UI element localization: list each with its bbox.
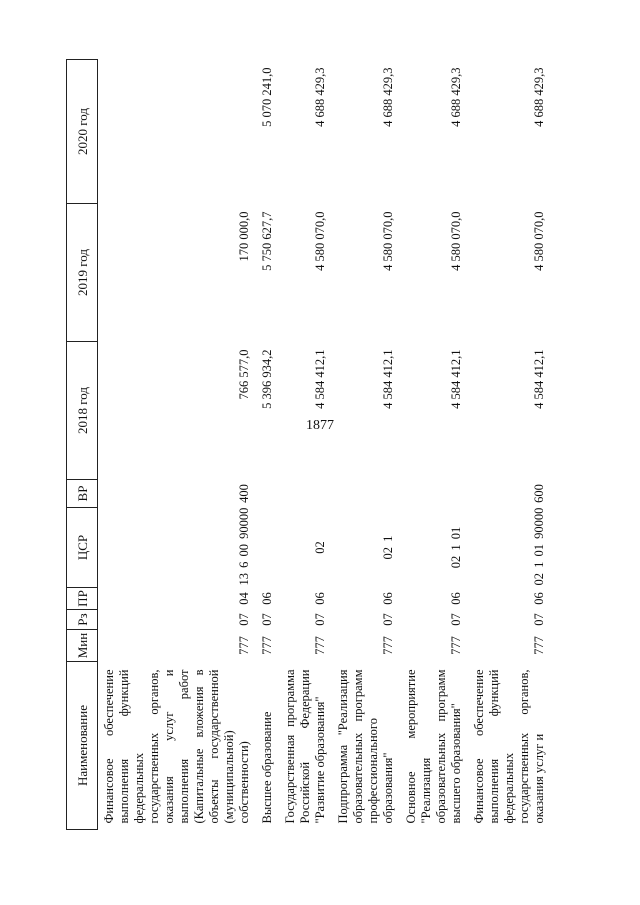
- row-min: 777: [313, 636, 327, 655]
- header-vr: ВР: [67, 480, 98, 508]
- row-name: Высшее образование: [260, 711, 274, 824]
- row-min: 777: [237, 636, 251, 655]
- row-rz: 07: [260, 613, 274, 626]
- row-csr: 02 1 01 90000: [532, 507, 546, 586]
- row-vr: 600: [532, 484, 546, 503]
- header-row: [67, 60, 98, 830]
- row-rz: 07: [313, 613, 327, 626]
- header-rz: Рз: [67, 610, 98, 630]
- row-rz: 07: [381, 613, 395, 626]
- table-row: [468, 60, 551, 830]
- row-2019: 5 750 627,7: [260, 211, 274, 271]
- budget-table: [66, 59, 551, 830]
- row-rz: 07: [449, 613, 463, 626]
- row-rz: 07: [237, 613, 251, 626]
- row-2020: 4 688 429,3: [313, 67, 327, 127]
- table-row: [279, 60, 332, 830]
- header-2020: 2020 год: [67, 60, 98, 204]
- row-pr: 06: [449, 592, 463, 605]
- row-2018: 5 396 934,2: [260, 349, 274, 409]
- header-min: Мин: [67, 630, 98, 662]
- row-csr: 13 6 00 90000: [237, 507, 251, 586]
- row-pr: 06: [532, 592, 546, 605]
- row-2018: 4 584 412,1: [532, 349, 546, 409]
- row-2019: 4 580 070,0: [449, 211, 463, 271]
- rotated-table-container: [66, 60, 606, 830]
- row-pr: 04: [237, 592, 251, 605]
- row-2018: 766 577,0: [237, 349, 251, 400]
- row-pr: 06: [313, 592, 327, 605]
- row-csr: 02 1: [381, 535, 395, 560]
- page-number: 1877: [306, 418, 334, 433]
- row-2020: 5 070 241,0: [260, 67, 274, 127]
- row-name: Государственная программа Российской Федерации "Развитие образования": [283, 669, 327, 824]
- row-vr: [400, 480, 468, 508]
- row-2018: 4 584 412,1: [449, 349, 463, 409]
- row-2018: 4 584 412,1: [381, 349, 395, 409]
- row-vr: [332, 480, 400, 508]
- row-min: 777: [532, 636, 546, 655]
- row-name: Финансовое обеспечение выполнения функций федеральных государственных органов, оказания услуг и выполнения работ (Капитальные вложения в объекты государственной (муниципальной) собственности): [102, 669, 251, 824]
- row-csr: [256, 508, 279, 588]
- table-row: [400, 60, 468, 830]
- row-name: Финансовое обеспечение выполнения функций федеральных государственных органов, оказания услуг и: [472, 669, 546, 824]
- row-csr: 02: [313, 541, 327, 554]
- row-2019: 170 000,0: [237, 211, 251, 262]
- row-2020: 4 688 429,3: [532, 67, 546, 127]
- header-pr: ПР: [67, 588, 98, 610]
- header-csr: ЦСР: [67, 508, 98, 588]
- row-2019: 4 580 070,0: [532, 211, 546, 271]
- row-2020: 4 688 429,3: [381, 67, 395, 127]
- header-2019: 2019 год: [67, 204, 98, 342]
- row-vr: 400: [237, 484, 251, 503]
- row-pr: 06: [260, 592, 274, 605]
- row-min: 777: [449, 636, 463, 655]
- row-2018: 4 584 412,1: [313, 349, 327, 409]
- row-rz: 07: [532, 613, 546, 626]
- row-min: 777: [260, 636, 274, 655]
- row-2020: 4 688 429,3: [449, 67, 463, 127]
- row-name: Основное мероприятие "Реализация образовательных программ высшего образования": [404, 669, 463, 824]
- table-row: [98, 60, 257, 830]
- row-csr: 02 1 01: [449, 526, 463, 569]
- header-2018: 2018 год: [67, 342, 98, 480]
- row-min: 777: [381, 636, 395, 655]
- row-vr: [256, 480, 279, 508]
- row-2019: 4 580 070,0: [313, 211, 327, 271]
- header-name: Наименование: [67, 662, 98, 830]
- table-row: [332, 60, 400, 830]
- row-2020: [98, 60, 257, 204]
- table-row: [256, 60, 279, 830]
- row-vr: [279, 480, 332, 508]
- row-2019: 4 580 070,0: [381, 211, 395, 271]
- row-pr: 06: [381, 592, 395, 605]
- row-name: Подпрограмма "Реализация образовательных программ профессионального образования": [336, 669, 395, 824]
